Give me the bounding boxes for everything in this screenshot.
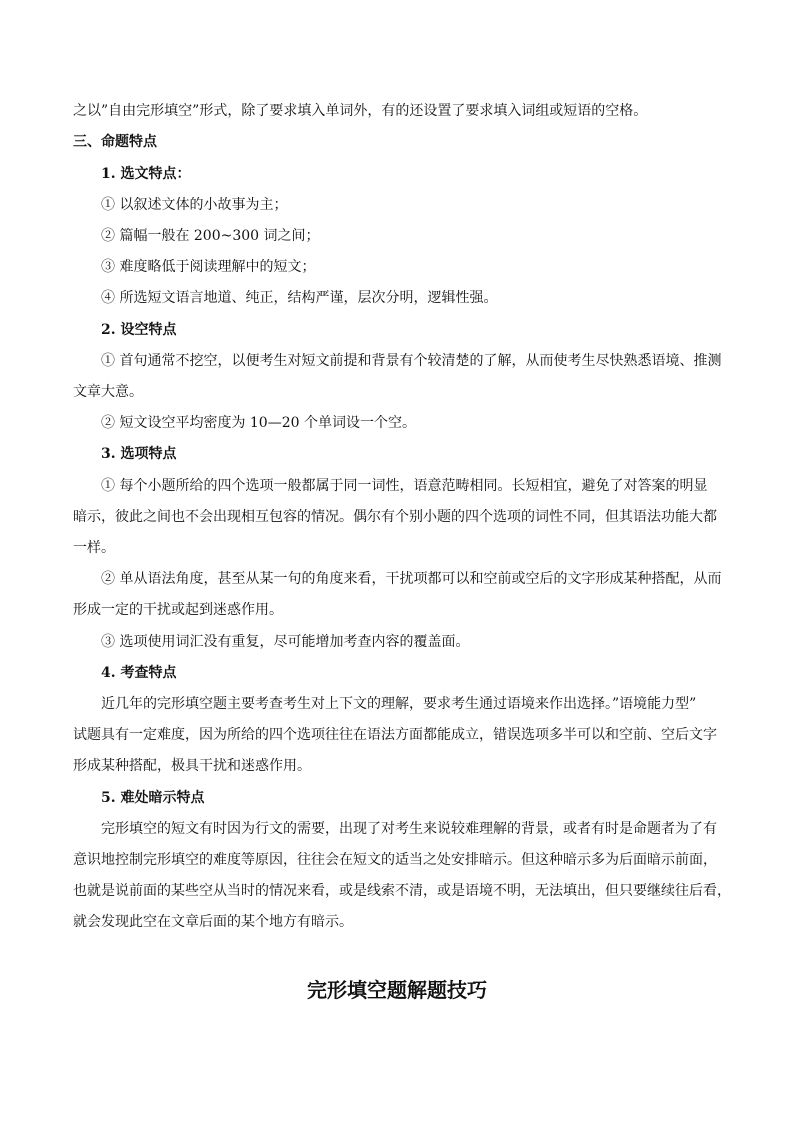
subheading-hint-features: 5. 难处暗示特点 [101,790,205,806]
paragraph-line: 暗示，彼此之间也不会出现相互包容的情况。偶尔有个别小题的四个选项的词性不同，但其语法功能大都 [73,509,717,525]
paragraph-line: ② 单从语法角度，甚至从某一句的角度来看，干扰项都可以和空前或空后的文字形成某种搭配，从而 [101,571,722,587]
paragraph-line: 形成一定的干扰或起到迷惑作用。 [73,602,283,618]
paragraph-line: ① 每个小题所给的四个选项一般都属于同一词性，语意范畴相同。长短相宜，避免了对答案的明显 [101,478,708,494]
list-item: ① 以叙述文体的小故事为主； [101,197,288,213]
list-item: ③ 难度略低于阅读理解中的短文； [101,259,316,275]
paragraph-line: 也就是说前面的某些空从当时的情况来看，或是线索不清，或是语境不明，无法填出，但只要继续往后看， [73,883,731,899]
section-heading-features: 三、命题特点 [73,134,157,150]
paragraph-line: 文章大意。 [73,384,143,400]
subheading-blank-features: 2. 设空特点 [101,322,177,338]
paragraph-line: 就会发现此空在文章后面的某个地方有暗示。 [73,914,353,930]
subheading-passage-features: 1. 选文特点： [101,166,191,182]
subheading-exam-features: 4. 考查特点 [101,665,177,681]
section-title: 完形填空题解题技巧 [307,978,487,1002]
paragraph-line: 意识地控制完形填空的难度等原因，往往会在短文的适当之处安排暗示。但这种暗示多为后面暗示前面， [73,852,717,868]
paragraph-line: 一样。 [73,540,115,556]
paragraph-line: 完形填空的短文有时因为行文的需要，出现了对考生来说较难理解的背景，或者有时是命题者为了有 [101,821,717,837]
list-item: ② 短文设空平均密度为 10—20 个单词设一个空。 [101,415,416,431]
list-item: ③ 选项使用词汇没有重复，尽可能增加考查内容的覆盖面。 [101,634,470,650]
paragraph-line: 近几年的完形填空题主要考查考生对上下文的理解，要求考生通过语境来作出选择。”语境能力型” [101,696,697,712]
list-item: ② 篇幅一般在 200~300 词之间； [101,228,320,244]
text-line-continuation: 之以”自由完形填空”形式，除了要求填入单词外，有的还设置了要求填入词组或短语的空格。 [73,103,648,119]
paragraph-line: 试题具有一定难度，因为所给的四个选项往往在语法方面都能成立，错误选项多半可以和空前、空后文字 [73,727,717,743]
paragraph-line: ① 首句通常不挖空，以便考生对短文前提和背景有个较清楚的了解，从而使考生尽快熟悉语境、推测 [101,353,722,369]
paragraph-line: 形成某种搭配，极具干扰和迷惑作用。 [73,758,311,774]
subheading-option-features: 3. 选项特点 [101,446,177,462]
list-item: ④ 所选短文语言地道、纯正，结构严谨，层次分明，逻辑性强。 [101,290,498,306]
